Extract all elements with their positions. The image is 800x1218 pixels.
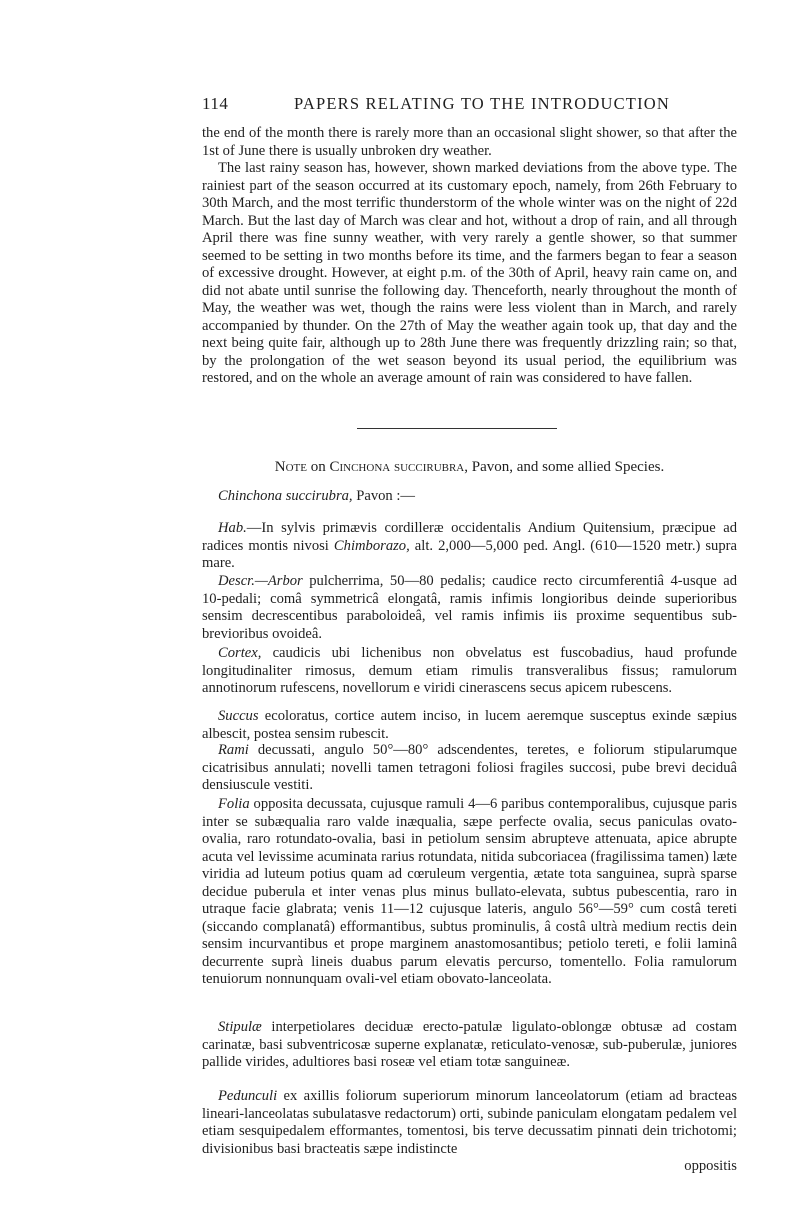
running-head (202, 94, 742, 116)
paragraph-1: the end of the month there is rarely more than an occasional slight shower, so that after the 1st of June there is usually unbroken dry weather. (202, 125, 737, 159)
folia-section: Folia opposita decussata, cujusque ramuli 4—6 paribus contemporalibus, cujusque paris inter se subæqualia raro valde inæqualia, sæpe perfecte ovalia, secus paniculas ovato-ovalia, raro rotundato-ovalia, basi in petiolum sensim abrupteve attenuata, apice abrupte acuta vel levissime acuminata rarius rotundata, nitida subcoriacea (fragilissima tamen) læte viridia ad luteum potius quam ad cœruleum vergentia, ætate tota sanguinea, suprà sparse decidue puberula et inter venas plus minus bullato-elevata, subtus pubescentia, raro in utraque facie glabrata; venis 11—12 cujusque lateris, angulo 56°—59° cum costâ tereti (siccando complanatâ) efformantibus, subtus prominulis, â costâ ultrà medium rectis dein sensim incurvantibus et prope marginem anastomosantibus; petiolo tereti, e folii laminâ decurrente suprà lineis duabus parum elevatis percurso, tomentello. Folia ramulorum tenuiorum nonnunquam ovali-vel etiam obovato-lanceolata. (202, 796, 737, 987)
page-number: 114 (202, 94, 229, 113)
catchword: oppositis (684, 1158, 737, 1174)
stipulae-section: Stipulæ interpetiolares deciduæ erecto-patulæ ligulato-oblongæ obtusæ ad costam carinatæ, basi subventricosæ superne explanatæ, reticulato-venosæ, sub-puberulæ, juniores pallide virides, adultiores basi roseæ vel etiam totæ sanguineæ. (202, 1019, 737, 1070)
paragraph-2: The last rainy season has, however, shown marked deviations from the above type. The rainiest part of the season occurred at its customary epoch, namely, from 26th February to 30th March, and the most terrific thunderstorm of the whole winter was on the night of 22d March. But the last day of March was clear and hot, without a drop of rain, and all through April there was fine sunny weather, with very rarely a gentle shower, so that summer seemed to be setting in two months before its time, and the farmers began to fear a season of excessive drought. However, at eight p.m. of the 30th of April, heavy rain came on, and did not abate until sunrise the following day. Thenceforth, nearly throughout the month of May, the weather was wet, though the rains were less violent than in March, and rarely accompanied by thunder. On the 27th of May the weather again took up, that day and the next being quite fair, although up to 28th June there was frequently drizzling rain; so that, by the prolongation of the wet season beyond its usual period, the equilibrium was restored, and on the whole an average amount of rain was considered to have fallen. (202, 160, 737, 386)
description-section: Descr.—Arbor pulcherrima, 50—80 pedalis; caudice recto circumferentiâ 4-usque ad 10-pedali; comâ symmetricâ elongatâ, ramis infimis longioribus deinde superioribus sensim decrescentibus paraboloideâ, vel ramis infimis iis proxime sequentibus sub-brevioribus ovoideâ. (202, 573, 737, 642)
note-heading: Note on Cinchona succirubra, Pavon, and some allied Species. (274, 459, 665, 475)
species-name: Chinchona succirubra, (218, 488, 353, 504)
species-line: Chinchona succirubra, Pavon :— (218, 488, 416, 504)
cortex-section: Cortex, caudicis ubi lichenibus non obvelatus est fuscobadius, haud profunde longitudinaliter rimosus, demum etiam rimulis transveralibus fissus; ramulorum annotinorum rufescens, novellorum e viridi cinerascens secus apicem rubescens. (202, 645, 737, 696)
succus-section: Succus ecoloratus, cortice autem inciso, in lucem aeremque susceptus exinde sæpius albescit, postea sensim rubescit. (202, 708, 737, 742)
habitat-section: Hab.—In sylvis primævis cordilleræ occidentalis Andium Quitensium, præcipue ad radices montis nivosi Chimborazo, alt. 2,000—5,000 ped. Angl. (610—1520 metr.) supra mare. (202, 520, 737, 571)
header-title: PAPERS RELATING TO THE INTRODUCTION (294, 94, 670, 113)
section-divider (357, 428, 557, 429)
rami-section: Rami decussati, angulo 50°—80° adscendentes, teretes, e foliorum stipularumque cicatrisibus annulati; novelli tamen tetragoni foliosi fragiles succosi, pube brevi deciduâ densiuscule vestiti. (202, 742, 737, 793)
pedunculi-section: Pedunculi ex axillis foliorum superiorum minorum lanceolatorum (etiam ad bracteas lineari-lanceolatas subulatasve redactorum) orti, subinde paniculam elongatam pedalem vel etiam sesquipedalem efformantes, tomentosi, bis terve decussatim pinnati dein trichotomi; divisionibus basi bracteatis sæpe indistincte oppositis (202, 1088, 737, 1174)
species-heading: Cinchona succirubra (329, 459, 465, 475)
climate-text (202, 125, 737, 388)
